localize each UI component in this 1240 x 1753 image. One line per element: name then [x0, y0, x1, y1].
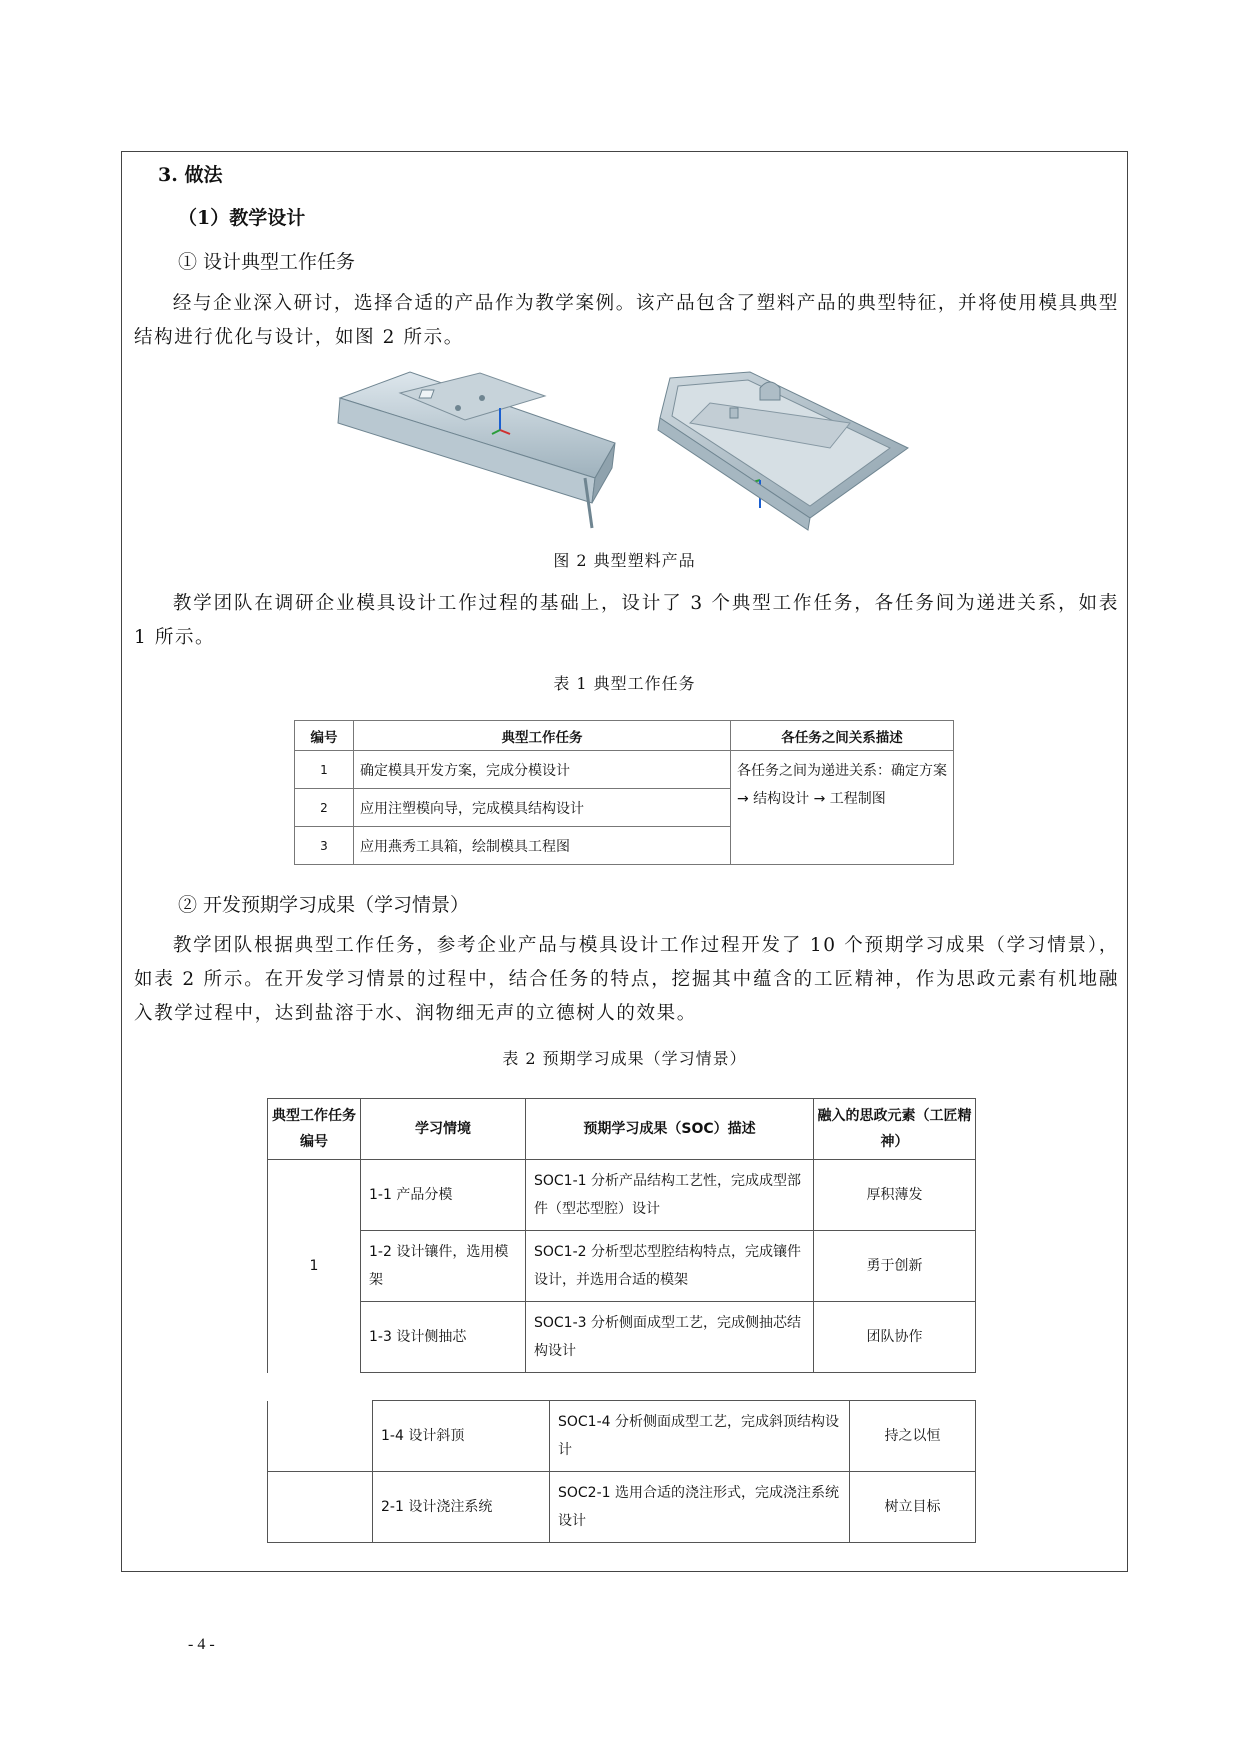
table1-header-task: 典型工作任务 — [354, 721, 731, 751]
table2-group-1-cont — [268, 1401, 373, 1472]
paragraph-2: 教学团队在调研企业模具设计工作过程的基础上，设计了 3 个典型工作任务，各任务间为递进关系，如表 1 所示。 — [134, 593, 1119, 648]
table1-row1-num: 1 — [295, 751, 354, 789]
table2-header-scene: 学习情境 — [361, 1099, 526, 1160]
table2-group-1: 1 — [268, 1160, 361, 1373]
paragraph-1: 经与企业深入研讨，选择合适的产品作为教学案例。该产品包含了塑料产品的典型特征，并将使用模具典型结构进行优化与设计，如图 2 所示。 — [134, 293, 1119, 348]
table-learning-outcomes-cont — [267, 1400, 976, 1543]
table2-element: 团队协作 — [814, 1302, 976, 1373]
table1-caption: 表 1 典型工作任务 — [553, 674, 696, 693]
table-row — [295, 751, 954, 789]
table-typical-tasks — [294, 720, 954, 865]
table1-row3-num: 3 — [295, 827, 354, 865]
table2-scene: 1-3 设计侧抽芯 — [361, 1302, 526, 1373]
table2-soc: SOC1-4 分析侧面成型工艺，完成斜顶结构设计 — [550, 1401, 850, 1472]
table-row — [268, 1160, 976, 1231]
table1-header-num: 编号 — [295, 721, 354, 751]
product-top-view — [338, 372, 615, 528]
section-title: 3. 做法 — [158, 164, 223, 186]
table1-relation: 各任务之间为递进关系：确定方案 → 结构设计 → 工程制图 — [731, 751, 954, 865]
step1-heading: ① 设计典型工作任务 — [178, 251, 356, 273]
table2-element: 树立目标 — [850, 1472, 976, 1543]
table2-soc: SOC1-1 分析产品结构工艺性，完成成型部件（型芯型腔）设计 — [526, 1160, 814, 1231]
table2-soc: SOC2-1 选用合适的浇注形式，完成浇注系统设计 — [550, 1472, 850, 1543]
table2-group-2 — [268, 1472, 373, 1543]
table2-scene: 1-4 设计斜顶 — [373, 1401, 550, 1472]
table2-caption: 表 2 预期学习成果（学习情景） — [502, 1049, 747, 1068]
table2-element: 厚积薄发 — [814, 1160, 976, 1231]
table-row — [268, 1401, 976, 1472]
subsection-title: （1）教学设计 — [178, 207, 306, 229]
table1-row2-task: 应用注塑模向导，完成模具结构设计 — [354, 789, 731, 827]
table-learning-outcomes — [267, 1098, 976, 1373]
table2-scene: 1-1 产品分模 — [361, 1160, 526, 1231]
table2-header-soc: 预期学习成果（SOC）描述 — [526, 1099, 814, 1160]
table2-scene: 1-2 设计镶件，选用模架 — [361, 1231, 526, 1302]
product-bottom-view — [658, 372, 908, 530]
step2-heading: ② 开发预期学习成果（学习情景） — [178, 894, 470, 916]
product-figure — [330, 368, 915, 536]
table2-header-element: 融入的思政元素（工匠精神） — [814, 1099, 976, 1160]
table2-soc: SOC1-3 分析侧面成型工艺，完成侧抽芯结构设计 — [526, 1302, 814, 1373]
table1-header-relation: 各任务之间关系描述 — [731, 721, 954, 751]
table-row — [268, 1302, 976, 1373]
table2-element: 勇于创新 — [814, 1231, 976, 1302]
page-number: - 4 - — [188, 1636, 215, 1653]
table-row — [268, 1231, 976, 1302]
table2-header-task-num: 典型工作任务编号 — [268, 1099, 361, 1160]
figure-caption: 图 2 典型塑料产品 — [553, 551, 696, 570]
paragraph-3: 教学团队根据典型工作任务，参考企业产品与模具设计工作过程开发了 10 个预期学习成果（学习情景），如表 2 所示。在开发学习情景的过程中，结合任务的特点，挖掘其中蕴含的工匠精神，作为思政元素有机地融入教学过程中，达到盐溶于水、润物细无声的立德树人的效果。 — [134, 935, 1119, 1024]
table-row — [268, 1472, 976, 1543]
table2-element: 持之以恒 — [850, 1401, 976, 1472]
table1-row2-num: 2 — [295, 789, 354, 827]
table2-scene: 2-1 设计浇注系统 — [373, 1472, 550, 1543]
table2-soc: SOC1-2 分析型芯型腔结构特点，完成镶件设计，并选用合适的模架 — [526, 1231, 814, 1302]
table1-row1-task: 确定模具开发方案，完成分模设计 — [354, 751, 731, 789]
table1-row3-task: 应用燕秀工具箱，绘制模具工程图 — [354, 827, 731, 865]
